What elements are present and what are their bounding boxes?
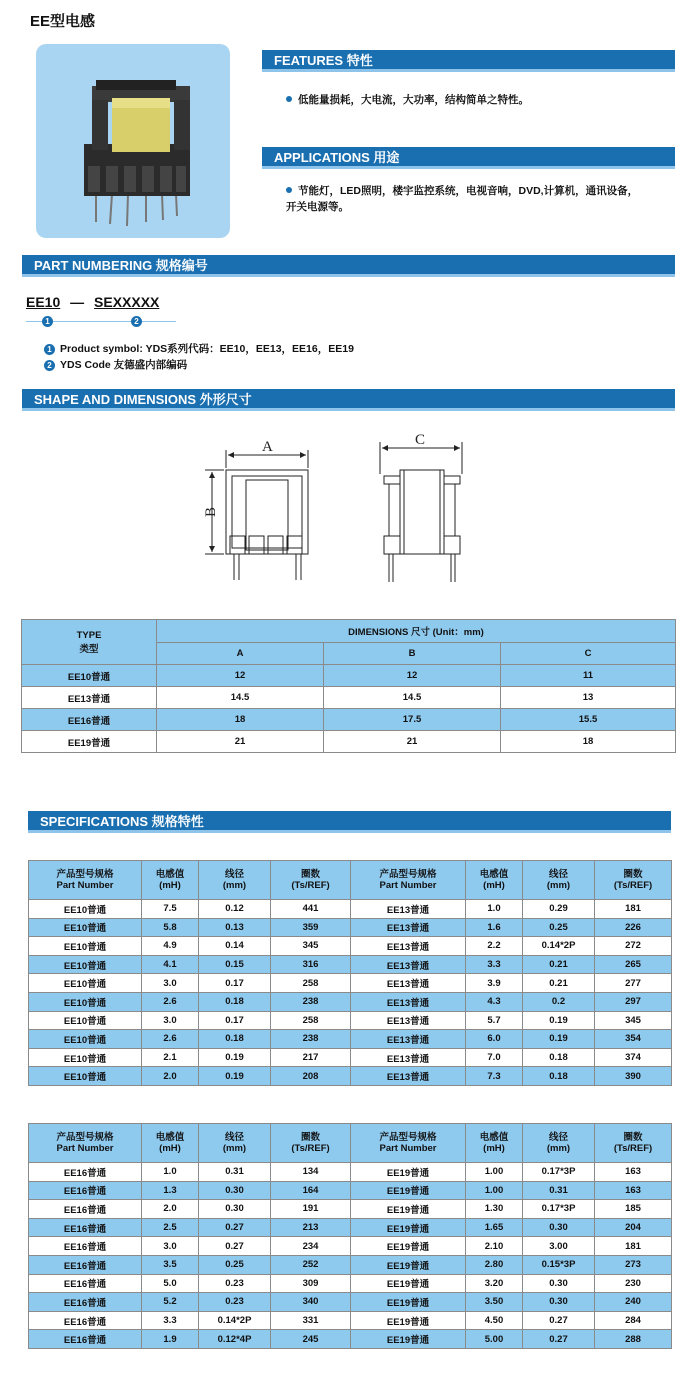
table-row — [29, 1311, 672, 1330]
spec-cell: 3.00 — [523, 1237, 595, 1256]
spec-cell: 273 — [595, 1255, 672, 1274]
spec-cell: 0.14*2P — [199, 1311, 271, 1330]
spec-cell: 3.0 — [142, 1237, 199, 1256]
spec-cell: 2.6 — [142, 992, 199, 1011]
spec-cell: 309 — [271, 1274, 351, 1293]
part-code-internal: SEXXXXX — [94, 294, 160, 310]
col-c: C — [501, 643, 676, 665]
spec-cell: 234 — [271, 1237, 351, 1256]
part-numbering-heading: PART NUMBERING 规格编号 — [22, 255, 675, 277]
features-heading: FEATURES 特性 — [262, 50, 675, 72]
spec-cell: 331 — [271, 1311, 351, 1330]
spec-cell: EE16普通 — [29, 1274, 142, 1293]
spec-cell: EE10普通 — [29, 1030, 142, 1049]
table-row — [29, 937, 672, 956]
spec-table-2 — [28, 1123, 672, 1349]
spec-header-cell: 线径 (mm) — [199, 861, 271, 900]
spec-cell: 2.0 — [142, 1200, 199, 1219]
spec-cell: EE16普通 — [29, 1255, 142, 1274]
bullet-icon — [286, 96, 292, 102]
page-title: EE型电感 — [30, 13, 96, 30]
spec-table-1 — [28, 860, 672, 1086]
spec-cell: 3.0 — [142, 1011, 199, 1030]
table-row: EE13普通 14.5 14.5 13 — [22, 687, 676, 709]
spec-cell: 0.17*3P — [523, 1163, 595, 1182]
spec-cell: 0.14*2P — [523, 937, 595, 956]
table-row — [29, 1218, 672, 1237]
spec-cell: 3.5 — [142, 1255, 199, 1274]
spec-header-cell: 电感值 (mH) — [142, 1124, 199, 1163]
spec-cell: 0.30 — [523, 1218, 595, 1237]
spec-cell: 0.12 — [199, 900, 271, 919]
spec-cell: 0.15*3P — [523, 1255, 595, 1274]
table-row: EE10普通 12 12 11 — [22, 665, 676, 687]
spec-cell: 0.21 — [523, 955, 595, 974]
spec-cell: 0.27 — [199, 1237, 271, 1256]
spec-cell: EE16普通 — [29, 1163, 142, 1182]
spec-cell: 252 — [271, 1255, 351, 1274]
dim-label-c: C — [415, 432, 426, 448]
spec-cell: 7.0 — [466, 1048, 523, 1067]
spec-cell: 2.6 — [142, 1030, 199, 1049]
table-row: EE19普通 21 21 18 — [22, 731, 676, 753]
spec-cell: 359 — [271, 918, 351, 937]
spec-cell: 7.3 — [466, 1067, 523, 1086]
spec-cell: 3.50 — [466, 1293, 523, 1312]
spec-cell: 191 — [271, 1200, 351, 1219]
spec-cell: 0.2 — [523, 992, 595, 1011]
spec-cell: 5.2 — [142, 1293, 199, 1312]
spec-cell: EE10普通 — [29, 955, 142, 974]
shape-heading: SHAPE AND DIMENSIONS 外形尺寸 — [22, 389, 675, 411]
spec-cell: 238 — [271, 1030, 351, 1049]
spec-cell: 4.1 — [142, 955, 199, 974]
marker-1-icon: 1 — [44, 344, 55, 355]
spec-cell: EE16普通 — [29, 1330, 142, 1349]
spec-cell: 1.6 — [466, 918, 523, 937]
spec-cell: EE19普通 — [351, 1237, 466, 1256]
spec-cell: EE19普通 — [351, 1181, 466, 1200]
spec-cell: 230 — [595, 1274, 672, 1293]
spec-cell: 340 — [271, 1293, 351, 1312]
spec-header-cell: 电感值 (mH) — [466, 861, 523, 900]
table-row — [29, 1293, 672, 1312]
specifications-heading: SPECIFICATIONS 规格特性 — [28, 811, 671, 833]
spec-cell: EE19普通 — [351, 1218, 466, 1237]
spec-cell: 354 — [595, 1030, 672, 1049]
spec-cell: 5.7 — [466, 1011, 523, 1030]
spec-cell: EE13普通 — [351, 974, 466, 993]
part-code — [26, 294, 159, 310]
spec-cell: 238 — [271, 992, 351, 1011]
table-row — [29, 955, 672, 974]
spec-cell: EE19普通 — [351, 1274, 466, 1293]
spec-cell: 374 — [595, 1048, 672, 1067]
spec-header-cell: 线径 (mm) — [523, 1124, 595, 1163]
spec-cell: 0.27 — [523, 1311, 595, 1330]
features-bullet: 低能量损耗，大电流，大功率，结构简单之特性。 — [286, 93, 529, 108]
spec-cell: 245 — [271, 1330, 351, 1349]
spec-cell: EE10普通 — [29, 1011, 142, 1030]
spec-header-cell: 电感值 (mH) — [142, 861, 199, 900]
spec-cell: 284 — [595, 1311, 672, 1330]
spec-cell: 0.25 — [199, 1255, 271, 1274]
spec-cell: 0.27 — [523, 1330, 595, 1349]
spec-cell: 4.50 — [466, 1311, 523, 1330]
applications-bullet: 节能灯，LED照明，楼宇监控系统，电视音响，DVD,计算机，通讯设备， — [286, 184, 638, 199]
spec-cell: 3.3 — [466, 955, 523, 974]
spec-cell: EE10普通 — [29, 937, 142, 956]
spec-cell: 1.00 — [466, 1163, 523, 1182]
spec-cell: EE13普通 — [351, 1048, 466, 1067]
spec-cell: 1.30 — [466, 1200, 523, 1219]
spec-cell: 316 — [271, 955, 351, 974]
spec-cell: 0.30 — [199, 1200, 271, 1219]
spec-cell: 1.65 — [466, 1218, 523, 1237]
table-row — [29, 1237, 672, 1256]
table-row — [29, 1330, 672, 1349]
spec-cell: 0.17 — [199, 1011, 271, 1030]
spec-cell: EE19普通 — [351, 1330, 466, 1349]
spec-cell: 258 — [271, 974, 351, 993]
spec-cell: EE19普通 — [351, 1293, 466, 1312]
spec-cell: 0.25 — [523, 918, 595, 937]
spec-cell: 288 — [595, 1330, 672, 1349]
spec-cell: 163 — [595, 1181, 672, 1200]
spec-cell: 7.5 — [142, 900, 199, 919]
spec-cell: 0.27 — [199, 1218, 271, 1237]
spec-cell: EE16普通 — [29, 1181, 142, 1200]
spec-cell: 1.9 — [142, 1330, 199, 1349]
dim-label-a: A — [262, 439, 273, 455]
spec-cell: EE19普通 — [351, 1163, 466, 1182]
spec-cell: 2.10 — [466, 1237, 523, 1256]
spec-cell: 1.0 — [142, 1163, 199, 1182]
spec-cell: EE10普通 — [29, 974, 142, 993]
spec-cell: 3.0 — [142, 974, 199, 993]
spec-cell: 0.12*4P — [199, 1330, 271, 1349]
spec-cell: EE13普通 — [351, 992, 466, 1011]
table-row — [29, 992, 672, 1011]
note-1: 1 Product symbol: YDS系列代码：EE10，EE13，EE16，EE19 — [44, 341, 354, 356]
spec-cell: 2.0 — [142, 1067, 199, 1086]
spec-cell: 0.18 — [199, 1030, 271, 1049]
col-b: B — [324, 643, 501, 665]
type-header: TYPE 类型 — [22, 620, 157, 665]
spec-cell: EE16普通 — [29, 1311, 142, 1330]
spec-cell: EE16普通 — [29, 1237, 142, 1256]
spec-header-cell: 产品型号规格 Part Number — [29, 1124, 142, 1163]
table-row — [29, 1030, 672, 1049]
spec-cell: 204 — [595, 1218, 672, 1237]
table-row — [29, 1181, 672, 1200]
spec-cell: 1.3 — [142, 1181, 199, 1200]
spec-cell: EE13普通 — [351, 937, 466, 956]
spec-cell: 345 — [271, 937, 351, 956]
spec-cell: EE10普通 — [29, 1048, 142, 1067]
spec-cell: EE16普通 — [29, 1218, 142, 1237]
spec-cell: EE16普通 — [29, 1293, 142, 1312]
dim-label-b: B — [203, 506, 219, 518]
spec-header-cell: 圈数 (Ts/REF) — [271, 861, 351, 900]
spec-cell: EE10普通 — [29, 900, 142, 919]
inductor-image — [36, 44, 230, 238]
spec-cell: 3.3 — [142, 1311, 199, 1330]
spec-cell: 0.19 — [199, 1048, 271, 1067]
spec-header-cell: 电感值 (mH) — [466, 1124, 523, 1163]
spec-cell: 2.2 — [466, 937, 523, 956]
spec-cell: 4.9 — [142, 937, 199, 956]
spec-cell: 213 — [271, 1218, 351, 1237]
spec-cell: 3.20 — [466, 1274, 523, 1293]
col-a: A — [157, 643, 324, 665]
spec-cell: 0.30 — [199, 1181, 271, 1200]
spec-cell: EE13普通 — [351, 955, 466, 974]
applications-bullet-cont: 开关电源等。 — [286, 201, 349, 213]
spec-cell: 0.13 — [199, 918, 271, 937]
spec-cell: EE10普通 — [29, 918, 142, 937]
spec-cell: EE10普通 — [29, 1067, 142, 1086]
spec-cell: 0.30 — [523, 1274, 595, 1293]
spec-cell: 0.19 — [523, 1030, 595, 1049]
spec-cell: 0.17*3P — [523, 1200, 595, 1219]
spec-cell: EE13普通 — [351, 900, 466, 919]
spec-cell: 185 — [595, 1200, 672, 1219]
table-row — [29, 1067, 672, 1086]
table-row — [29, 1200, 672, 1219]
spec-cell: 265 — [595, 955, 672, 974]
spec-cell: 272 — [595, 937, 672, 956]
spec-cell: 0.19 — [523, 1011, 595, 1030]
spec-cell: 0.30 — [523, 1293, 595, 1312]
spec-header-cell: 产品型号规格 Part Number — [351, 861, 466, 900]
note-2: 2 YDS Code 友德盛内部编码 — [44, 357, 187, 372]
spec-cell: 0.18 — [523, 1048, 595, 1067]
spec-cell: 181 — [595, 1237, 672, 1256]
table-row — [29, 1048, 672, 1067]
spec-cell: 3.9 — [466, 974, 523, 993]
spec-cell: 297 — [595, 992, 672, 1011]
part-code-series: EE10 — [26, 294, 61, 310]
dimension-drawing — [190, 428, 480, 590]
spec-cell: EE13普通 — [351, 918, 466, 937]
spec-cell: EE19普通 — [351, 1311, 466, 1330]
spec-cell: 390 — [595, 1067, 672, 1086]
spec-cell: 226 — [595, 918, 672, 937]
spec-cell: 134 — [271, 1163, 351, 1182]
table-row — [29, 918, 672, 937]
spec-cell: 0.31 — [523, 1181, 595, 1200]
table-row — [29, 1255, 672, 1274]
spec-cell: 0.14 — [199, 937, 271, 956]
table-row — [29, 974, 672, 993]
spec-cell: 0.29 — [523, 900, 595, 919]
spec-cell: EE16普通 — [29, 1200, 142, 1219]
dimensions-table — [21, 619, 676, 753]
spec-cell: 5.0 — [142, 1274, 199, 1293]
spec-cell: 163 — [595, 1163, 672, 1182]
spec-cell: 0.21 — [523, 974, 595, 993]
spec-cell: 0.19 — [199, 1067, 271, 1086]
spec-header-cell: 线径 (mm) — [523, 861, 595, 900]
spec-header-cell: 产品型号规格 Part Number — [29, 861, 142, 900]
spec-cell: 6.0 — [466, 1030, 523, 1049]
spec-cell: 0.17 — [199, 974, 271, 993]
spec-cell: EE13普通 — [351, 1011, 466, 1030]
spec-header-cell: 产品型号规格 Part Number — [351, 1124, 466, 1163]
part-code-dash: — — [70, 294, 85, 310]
spec-cell: EE10普通 — [29, 992, 142, 1011]
spec-cell: 5.00 — [466, 1330, 523, 1349]
spec-cell: 0.23 — [199, 1293, 271, 1312]
marker-2: 2 — [131, 316, 142, 327]
spec-cell: 181 — [595, 900, 672, 919]
applications-heading: APPLICATIONS 用途 — [262, 147, 675, 169]
spec-header-cell: 圈数 (Ts/REF) — [271, 1124, 351, 1163]
spec-cell: 240 — [595, 1293, 672, 1312]
spec-cell: 2.1 — [142, 1048, 199, 1067]
marker-1: 1 — [42, 316, 53, 327]
spec-cell: EE13普通 — [351, 1030, 466, 1049]
spec-cell: 345 — [595, 1011, 672, 1030]
spec-header-cell: 线径 (mm) — [199, 1124, 271, 1163]
table-row — [29, 1011, 672, 1030]
spec-cell: 5.8 — [142, 918, 199, 937]
spec-cell: 2.80 — [466, 1255, 523, 1274]
table-row — [29, 1163, 672, 1182]
marker-2-icon: 2 — [44, 360, 55, 371]
spec-cell: EE19普通 — [351, 1255, 466, 1274]
spec-header-cell: 圈数 (Ts/REF) — [595, 1124, 672, 1163]
spec-cell: 0.31 — [199, 1163, 271, 1182]
table-row — [29, 1274, 672, 1293]
spec-cell: 164 — [271, 1181, 351, 1200]
spec-cell: 258 — [271, 1011, 351, 1030]
table-row — [29, 900, 672, 919]
spec-cell: 0.18 — [523, 1067, 595, 1086]
spec-cell: 208 — [271, 1067, 351, 1086]
spec-cell: 0.23 — [199, 1274, 271, 1293]
spec-cell: 0.15 — [199, 955, 271, 974]
spec-cell: EE19普通 — [351, 1200, 466, 1219]
spec-cell: 1.00 — [466, 1181, 523, 1200]
product-photo — [36, 44, 230, 238]
spec-cell: 0.18 — [199, 992, 271, 1011]
spec-cell: 4.3 — [466, 992, 523, 1011]
spec-cell: 1.0 — [466, 900, 523, 919]
spec-header-cell: 圈数 (Ts/REF) — [595, 861, 672, 900]
dimensions-header: DIMENSIONS 尺寸 (Unit：mm) — [157, 620, 676, 643]
spec-cell: 2.5 — [142, 1218, 199, 1237]
table-row: EE16普通 18 17.5 15.5 — [22, 709, 676, 731]
spec-cell: 441 — [271, 900, 351, 919]
bullet-icon — [286, 187, 292, 193]
spec-cell: 217 — [271, 1048, 351, 1067]
spec-cell: EE13普通 — [351, 1067, 466, 1086]
spec-cell: 277 — [595, 974, 672, 993]
